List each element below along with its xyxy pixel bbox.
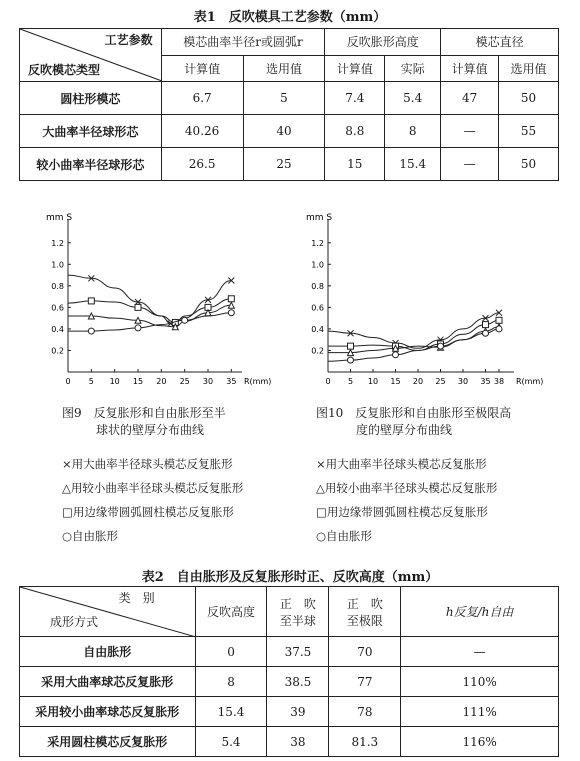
table-cell: 6.7	[161, 82, 243, 115]
x-tick-label: 25	[435, 377, 446, 386]
square-marker	[496, 317, 502, 323]
table2-header	[267, 587, 329, 637]
table2-row-label: 自由胀形	[20, 637, 196, 667]
x-tick-label: 5	[347, 377, 354, 386]
square-marker	[135, 304, 141, 310]
table2-header: 反吹高度	[195, 587, 267, 637]
table1-corner-bottom: 反吹模芯类型	[28, 63, 101, 77]
table-cell: 8	[385, 115, 441, 148]
x-tick-label: 15	[132, 377, 144, 386]
legend-item: ○自由胀形	[62, 529, 119, 543]
x-tick-label: 0	[325, 377, 331, 386]
table1-group-header: 反吹胀形高度	[325, 29, 441, 56]
circle-marker	[135, 325, 141, 331]
table2-header: h反复/h自由	[401, 587, 559, 637]
y-tick-label: 0.4	[311, 324, 324, 334]
table1-corner-cell	[20, 29, 162, 82]
x-tick-label: 5	[88, 377, 94, 386]
table-cell: —	[441, 148, 499, 181]
table-cell: 8.8	[325, 115, 385, 148]
y-tick-label: 1.0	[311, 260, 324, 270]
table2-row-label: 采用圆柱模芯反复胀形	[20, 727, 196, 757]
figure10-chart	[300, 210, 544, 390]
table1	[19, 28, 559, 181]
x-tick-label: 38	[493, 377, 505, 386]
caption-line: 度的壁厚分布曲线	[356, 423, 453, 437]
table2	[19, 586, 559, 757]
table-cell: 8	[195, 667, 267, 697]
x-tick-label: 20	[156, 377, 167, 386]
table-cell: 81.3	[329, 727, 401, 757]
x-tick-label: 0	[65, 377, 71, 386]
header-line: 正 吹	[279, 596, 316, 611]
table-cell: 40	[243, 115, 325, 148]
legend-item: □用边缘带圆弧圆柱模芯反复胀形	[316, 505, 488, 519]
figure10-caption	[316, 405, 511, 439]
table1-subheader: 选用值	[499, 55, 559, 82]
y-tick-label: 1.2	[51, 238, 64, 248]
x-tick-label: 30	[202, 377, 214, 386]
table-cell: 5	[243, 82, 325, 115]
table1-group-header: 模芯曲率半径r或圆弧r	[161, 29, 325, 56]
table2-corner-top: 类 别	[118, 591, 155, 605]
legend-item: ○自由胀形	[316, 529, 373, 543]
square-marker	[88, 298, 94, 304]
table-cell: 26.5	[161, 148, 243, 181]
circle-marker	[438, 343, 444, 349]
x-tick-label: 35	[226, 377, 237, 386]
circle-marker	[228, 310, 234, 316]
table-cell: 15	[325, 148, 385, 181]
circle-marker	[182, 317, 188, 323]
y-tick-label: 1.2	[311, 238, 324, 248]
x-axis-label: R(mm)	[244, 377, 272, 386]
table-row	[20, 697, 559, 727]
table1-corner-top: 工艺参数	[104, 33, 153, 47]
x-tick-label: 10	[367, 377, 379, 386]
x-tick-label: 20	[412, 377, 424, 386]
y-axis-label: mm S	[46, 213, 73, 223]
y-tick-label: 0.8	[311, 281, 324, 291]
table2-row-label: 采用大曲率球芯反复胀形	[20, 667, 196, 697]
table-cell: 78	[329, 697, 401, 727]
x-tick-label: 10	[109, 377, 120, 386]
table1-subheader: 计算值	[441, 55, 499, 82]
table1-title: 表1 反吹模具工艺参数（mm）	[193, 10, 387, 25]
y-tick-label: 0.6	[51, 303, 64, 313]
table-row	[20, 115, 559, 148]
y-tick-label: 0.8	[51, 281, 64, 291]
table-cell: 15.4	[385, 148, 441, 181]
legend-item: ×用大曲率半径球头模芯反复胀形	[316, 457, 487, 471]
table2-row-label: 采用较小曲率球芯反复胀形	[20, 697, 196, 727]
table1-subheader: 计算值	[161, 55, 243, 82]
table-cell: —	[401, 637, 559, 667]
y-tick-label: 1.0	[51, 260, 64, 270]
table1-group-header: 模芯直径	[441, 29, 559, 56]
table-cell: 111%	[401, 697, 559, 727]
table-cell: 38	[267, 727, 329, 757]
table-cell: 40.26	[161, 115, 243, 148]
table-cell: 5.4	[195, 727, 267, 757]
legend-left	[62, 452, 243, 548]
x-tick-label: 15	[390, 377, 401, 386]
table-row	[20, 82, 559, 115]
table1-row-label: 圆柱形模芯	[20, 82, 162, 115]
table1-row-label: 较小曲率半径球形芯	[20, 148, 162, 181]
y-tick-label: 0.2	[51, 346, 64, 356]
y-tick-label: 0.2	[311, 346, 324, 356]
x-tick-label: 25	[179, 377, 190, 386]
table-row	[20, 727, 559, 757]
y-tick-label: 0.4	[51, 324, 64, 334]
circle-marker	[88, 328, 94, 334]
table-cell: 0	[195, 637, 267, 667]
header-line: 至极限	[346, 613, 383, 628]
table-row	[20, 667, 559, 697]
table-cell: 77	[329, 667, 401, 697]
square-marker	[228, 296, 234, 302]
circle-marker	[496, 326, 502, 332]
table-cell: 37.5	[267, 637, 329, 667]
caption-line: 图9 反复胀形和自由胀形至半	[62, 406, 226, 420]
diagonal-line	[20, 587, 196, 637]
y-axis-label: mm S	[306, 213, 333, 223]
table2-header	[329, 587, 401, 637]
caption-line: 球状的壁厚分布曲线	[96, 423, 205, 437]
table-cell: 70	[329, 637, 401, 667]
table2-title: 表2 自由胀形及反复胀形时正、反吹高度（mm）	[141, 570, 439, 585]
table-cell: 50	[499, 148, 559, 181]
caption-line: 图10 反复胀形和自由胀形至极限高	[316, 406, 512, 420]
table2-corner-bottom: 成形方式	[50, 615, 99, 629]
circle-marker	[348, 357, 354, 363]
table-cell: —	[441, 115, 499, 148]
figure9-caption	[62, 405, 226, 439]
legend-right	[316, 452, 497, 548]
header-line: 至半球	[279, 613, 316, 628]
table-cell: 110%	[401, 667, 559, 697]
table-cell: 25	[243, 148, 325, 181]
square-marker	[348, 343, 354, 349]
table2-corner-cell	[20, 587, 196, 637]
table-cell: 38.5	[267, 667, 329, 697]
legend-item: □用边缘带圆弧圆柱模芯反复胀形	[62, 505, 234, 519]
legend-item: △用较小曲率半径球头模芯反复胀形	[316, 481, 498, 495]
table-cell: 50	[499, 82, 559, 115]
x-axis-label: R(mm)	[516, 377, 544, 386]
circle-marker	[393, 352, 399, 358]
table1-subheader: 实际	[385, 55, 441, 82]
legend-item: △用较小曲率半径球头模芯反复胀形	[62, 481, 244, 495]
table-cell: 15.4	[195, 697, 267, 727]
table1-row-label: 大曲率半径球形芯	[20, 115, 162, 148]
table-cell: 7.4	[325, 82, 385, 115]
circle-marker	[483, 330, 489, 336]
x-tick-label: 35	[480, 377, 491, 386]
header-line: 正 吹	[346, 596, 383, 611]
square-marker	[483, 322, 489, 328]
x-tick-label: 30	[457, 377, 469, 386]
table1-subheader: 计算值	[325, 55, 385, 82]
figure9-chart	[40, 210, 272, 390]
y-tick-label: 0.6	[311, 303, 324, 313]
table-cell: 116%	[401, 727, 559, 757]
table-cell: 39	[267, 697, 329, 727]
table-cell: 55	[499, 115, 559, 148]
table1-subheader: 选用值	[243, 55, 325, 82]
table-row	[20, 637, 559, 667]
table-cell: 5.4	[385, 82, 441, 115]
table-cell: 47	[441, 82, 499, 115]
table-row	[20, 148, 559, 181]
legend-item: ×用大曲率半径球头模芯反复胀形	[62, 457, 233, 471]
